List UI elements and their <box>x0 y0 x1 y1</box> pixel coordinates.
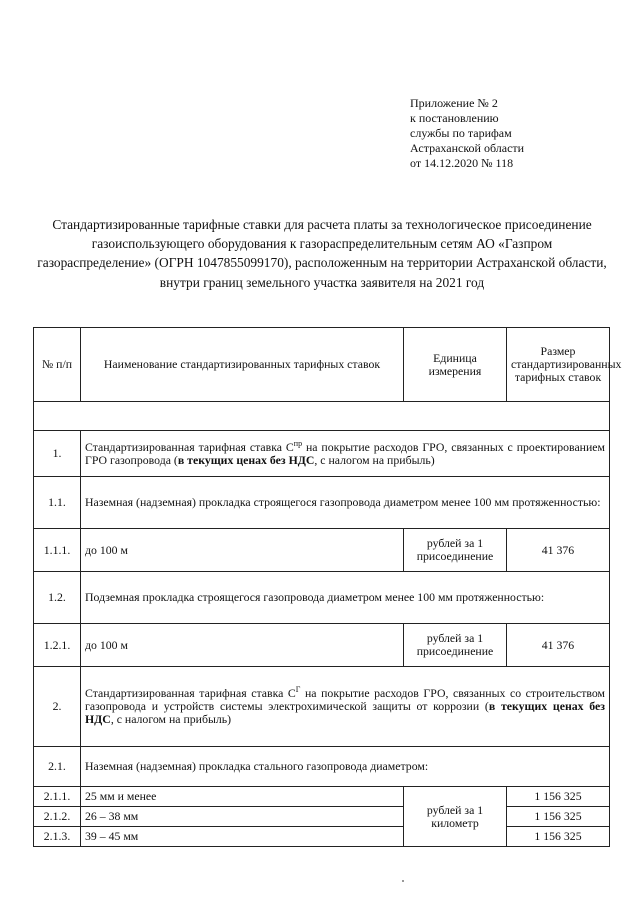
row-number: 1.2.1. <box>34 624 81 667</box>
superscript: пр <box>293 438 303 448</box>
row-size: 1 156 325 <box>507 787 610 807</box>
table-row <box>34 529 610 572</box>
row-number: 2.1.3. <box>34 827 81 847</box>
document-title: Стандартизированные тарифные ставки для расчета платы за технологическое присоединение газоиспользующего оборудования к газораспределительным сетям АО «Газпром газораспределение» (ОГРН 1047855099170), расположенным на территории Астраханской области, внутри границ земельного участка заявителя на 2021 год <box>37 217 607 290</box>
row-name <box>81 431 610 477</box>
row-text: , с налогом на прибыль) <box>314 452 435 467</box>
row-unit: рублей за 1 присоединение <box>404 624 507 667</box>
row-size: 1 156 325 <box>507 807 610 827</box>
row-unit: рублей за 1 присоединение <box>404 529 507 572</box>
row-name: до 100 м <box>81 624 404 667</box>
tariff-table <box>33 327 622 847</box>
appendix-block <box>410 96 524 171</box>
appendix-line: Приложение № 2 <box>410 96 498 110</box>
row-name: Подземная прокладка строящегося газопровода диаметром менее 100 мм протяженностью: <box>81 572 610 624</box>
row-text: Стандартизированная тарифная ставка С <box>85 686 296 700</box>
row-name: 26 – 38 мм <box>81 807 404 827</box>
table-header-row <box>34 328 610 402</box>
header-size: Размер стандартизированных тарифных ставок <box>507 328 610 402</box>
row-number: 2. <box>34 667 81 747</box>
row-text: на покрытие расходов ГРО, связанных с проектированием ГРО газопровода ( <box>85 439 606 467</box>
appendix-line: службы по тарифам <box>410 126 512 140</box>
row-name: Наземная (надземная) прокладка стального газопровода диаметром: <box>81 747 610 787</box>
row-name: Наземная (надземная) прокладка строящегося газопровода диаметром менее 100 мм протяженностью: <box>81 477 610 529</box>
scan-speck <box>402 880 404 882</box>
row-text: Стандартизированная тарифная ставка С <box>85 439 294 454</box>
appendix-line: к постановлению <box>410 111 499 125</box>
row-number: 1.2. <box>34 572 81 624</box>
table-row <box>34 807 610 827</box>
row-text: , с налогом на прибыль) <box>110 712 232 726</box>
table-row <box>34 624 610 667</box>
row-number: 1.1.1. <box>34 529 81 572</box>
row-name <box>81 667 610 747</box>
bold-text: в текущих ценах без НДС <box>85 699 606 726</box>
row-name: 25 мм и менее <box>81 787 404 807</box>
row-name: до 100 м <box>81 529 404 572</box>
table-row <box>34 572 610 624</box>
row-name: 39 – 45 мм <box>81 827 404 847</box>
table-row <box>34 747 610 787</box>
table-row <box>34 787 610 807</box>
row-size: 1 156 325 <box>507 827 610 847</box>
row-number: 2.1. <box>34 747 81 787</box>
row-unit: рублей за 1 километр <box>404 787 507 847</box>
row-number: 2.1.1. <box>34 787 81 807</box>
header-unit: Единица измерения <box>404 328 507 402</box>
row-size: 41 376 <box>507 624 610 667</box>
row-size: 41 376 <box>507 529 610 572</box>
appendix-line: от 14.12.2020 № 118 <box>410 156 514 170</box>
header-name: Наименование стандартизированных тарифных ставок <box>81 328 404 402</box>
table-row <box>34 827 610 847</box>
spacer-row <box>34 402 610 431</box>
table-row <box>34 667 610 747</box>
row-text: на покрытие расходов ГРО, связанных со строительством газопровода и устройств системы электрохимической защиты от коррозии ( <box>85 686 605 713</box>
header-num: № п/п <box>34 328 81 402</box>
superscript: Г <box>295 685 301 695</box>
row-number: 2.1.2. <box>34 807 81 827</box>
table-row <box>34 431 610 477</box>
bold-text: в текущих ценах без НДС <box>177 452 315 467</box>
row-number: 1.1. <box>34 477 81 529</box>
table-row <box>34 477 610 529</box>
row-number: 1. <box>34 431 81 477</box>
appendix-line: Астраханской области <box>410 141 525 155</box>
